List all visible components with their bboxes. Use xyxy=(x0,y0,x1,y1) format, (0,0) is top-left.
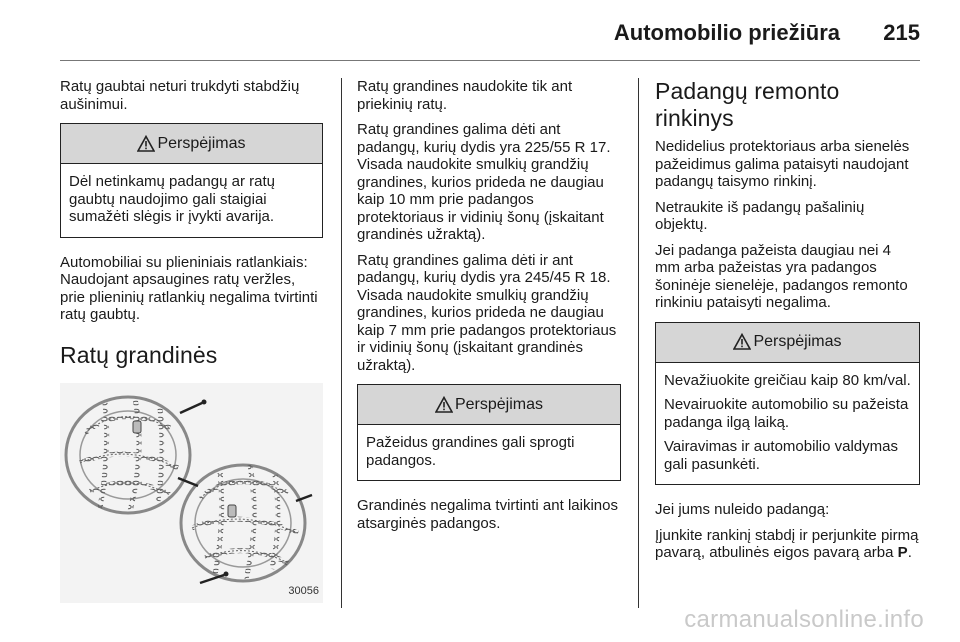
watermark: carmanualsonline.info xyxy=(684,606,924,633)
paragraph: Nedidelius protektoriaus arba sienelės pažeidimus galima pataisyti naudojant padangų taisymo rinkinį. xyxy=(655,138,910,190)
warning-title: Perspėjimas xyxy=(454,395,544,413)
warning-box xyxy=(60,123,323,238)
paragraph: Ratų grandines galima dėti ir ant padangų, kurių dydis yra 245/45 R 18. Visada naudokite smulkių grandžių grandines, kurios prideda ne daugiau kaip 7 mm prie padangos protektoriaus ir vidinių šonų (įskaitant grandinės užraktą). xyxy=(357,251,617,374)
section-heading: Padangų remonto rinkinys xyxy=(655,78,840,131)
snow-chains-drawing xyxy=(60,383,323,603)
paragraph: Ratų gaubtai neturi trukdyti stabdžių aušinimui. xyxy=(60,78,300,113)
warning-box xyxy=(655,322,920,486)
warning-header xyxy=(656,323,919,363)
paragraph: Grandinės negalima tvirtinti ant laikinos atsarginės padangos. xyxy=(357,497,618,532)
column-divider-2 xyxy=(638,78,639,608)
paragraph: Jei jums nuleido padangą: xyxy=(655,501,830,518)
paragraph: Netraukite iš padangų pašalinių objektų. xyxy=(655,198,865,233)
paragraph: Automobiliai su plieniniais ratlankiais: Naudojant apsaugines ratų veržles, prie plieninių ratlankių negalima tvirtinti ratų gaubtų. xyxy=(60,253,318,323)
column-3 xyxy=(655,78,920,570)
warning-item: Vairavimas ir automobilio valdymas gali pasunkėti. xyxy=(664,438,898,473)
page-number: 215 xyxy=(883,20,920,45)
figure-id: 30056 xyxy=(288,584,319,597)
header-title: Automobilio priežiūra xyxy=(613,20,840,45)
gear-p-label: P xyxy=(897,544,908,561)
warning-triangle-icon xyxy=(733,333,751,351)
paragraph-end: . xyxy=(907,544,912,561)
paragraph xyxy=(655,527,920,562)
warning-triangle-icon xyxy=(137,135,155,153)
column-divider-1 xyxy=(341,78,342,608)
snow-chains-illustration xyxy=(60,383,323,603)
warning-box xyxy=(357,384,621,481)
warning-title: Perspėjimas xyxy=(753,333,842,350)
warning-body xyxy=(656,363,919,485)
warning-header xyxy=(358,385,620,425)
page-header xyxy=(0,0,960,60)
warning-header xyxy=(61,124,322,164)
warning-body xyxy=(61,164,322,237)
section-heading: Ratų grandinės xyxy=(60,341,218,368)
column-2 xyxy=(357,78,621,540)
paragraph: Ratų grandines galima dėti ant padangų, kurių dydis yra 225/55 R 17. Visada naudokite smulkių grandžių grandines, kurios prideda ne daugiau kaip 10 mm prie padangos protektoriaus ir vidinių šonų (įskaitant grandinės užraktą). xyxy=(357,121,611,243)
paragraph-text: Įjunkite rankinį stabdį ir perjunkite pirmą pavarą, atbulinės eigos pavarą arba xyxy=(655,526,919,561)
warning-title: Perspėjimas xyxy=(157,134,246,152)
column-1 xyxy=(60,78,323,603)
paragraph: Jei padanga pažeista daugiau nei 4 mm arba pažeistas yra padangos šoninėje sienelėje, padangos remonto rinkiniu pataisyti negalima. xyxy=(655,241,908,311)
warning-text: Dėl netinkamų padangų ar ratų gaubtų naudojimo gali staigiai sumažėti slėgis ir įvykti avarija. xyxy=(69,173,275,225)
warning-text: Pažeidus grandines gali sprogti padangos. xyxy=(366,434,575,469)
warning-triangle-icon xyxy=(435,396,453,414)
warning-body xyxy=(358,425,620,480)
paragraph: Ratų grandines naudokite tik ant priekinių ratų. xyxy=(357,78,573,113)
warning-item: Nevažiuokite greičiau kaip 80 km/val. xyxy=(664,371,911,389)
header-rule xyxy=(60,60,920,61)
warning-item: Nevairuokite automobilio su pažeista padanga ilgą laiką. xyxy=(664,396,909,431)
